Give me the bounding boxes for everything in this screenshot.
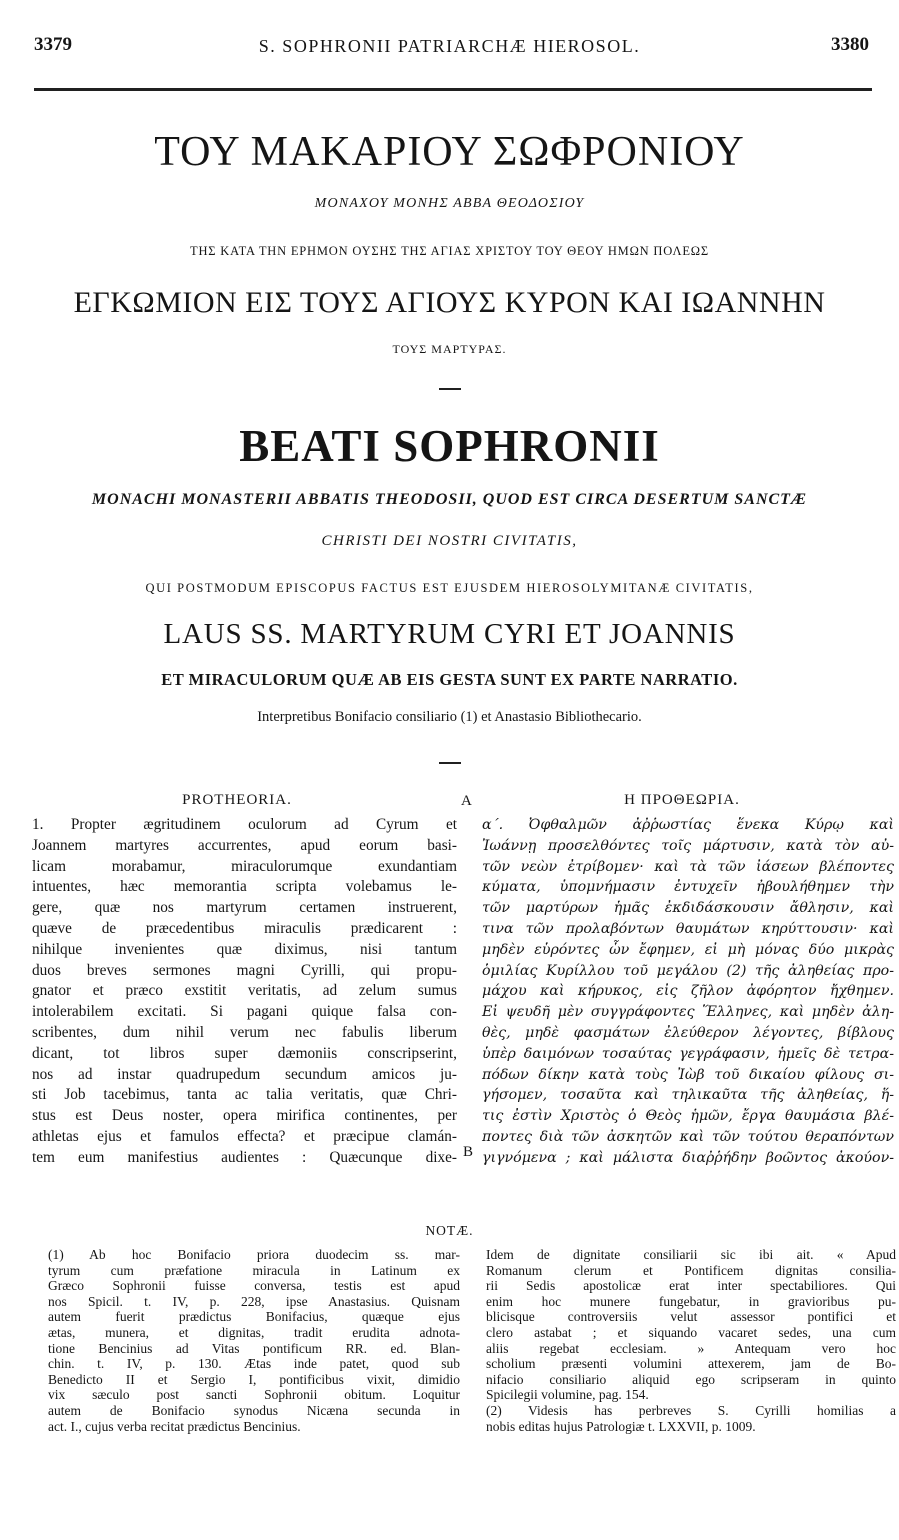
note-line: rii Sedis apostolicæ erat inter spectabiliores. Qui	[486, 1278, 896, 1294]
greek-subtitle-poleos: ΤΗΣ ΚΑΤΑ ΤΗΝ ΕΡΗΜΟΝ ΟΥΣΗΣ ΤΗΣ ΑΓΙΑΣ ΧΡΙΣΤΟΥ ΤΟΥ ΘΕΟΥ ΗΜΩΝ ΠΟΛΕΩΣ	[190, 244, 709, 258]
latin-line: nihilque invenientes quæ diximus, nisi tantum	[32, 940, 457, 958]
greek-line: πόδων δίκην κατὰ τοὺς Ἰὼβ τοῦ δικαίου φίλους σι-	[482, 1066, 894, 1083]
latin-line: dicant, tot libros super dæmoniis conscripserint,	[32, 1044, 457, 1062]
greek-line: τῶν μαρτύρων ἡμᾶς ἐκδιδάσκουσιν ἄθλησιν, καὶ	[482, 900, 894, 917]
note-line: autem fuerit prædictus Bonifacius, quæque ejus	[48, 1309, 460, 1325]
greek-line: ὁμιλίας Κυρίλλου τοῦ μεγάλου (2) τῆς ἀληθείας προ-	[482, 962, 894, 979]
greek-line: μηδὲν εὑρόντες ὧν ἔφημεν, εἰ μὴ μόνας δύο μικρὰς	[482, 941, 894, 958]
latin-subtitle-episcopus: QUI POSTMODUM EPISCOPUS FACTUS EST EJUSDEM HIEROSOLYMITANÆ CIVITATIS,	[145, 581, 754, 595]
greek-subtitle-monachou: ΜΟΝΑΧΟΥ ΜΟΝΗΣ ΑΒΒΑ ΘΕΟΔΟΣΙΟΥ	[314, 196, 585, 211]
greek-line: ποντες διὰ τῶν ἀσκητῶν καὶ τῶν τούτου θεραπόντων	[482, 1128, 894, 1145]
note-line: nobis editas hujus Patrologiæ t. LXXVII, p. 1009.	[486, 1418, 756, 1434]
latin-line: gnator et præco exstitit veritatis, ad zelum sumus	[32, 982, 457, 1000]
note-line: Benedicto II et Sergio I, pontificibus vixit, dimidio	[48, 1371, 460, 1387]
greek-line: γιγνόμενα ; καὶ μάλιστα διαῤῥήδην βοῶντος ἀκούον-	[482, 1149, 894, 1166]
page-number-right: 3380	[831, 34, 869, 55]
latin-line: quæve de præcedentibus miraculis prædicarent :	[32, 919, 457, 937]
title-dash	[439, 388, 461, 390]
latin-line: nos ad instar quadrupedum secundum amicos ju-	[32, 1065, 457, 1083]
note-line: ætas, munera, et dignitas, tradit erudita adnota-	[48, 1324, 460, 1340]
latin-line: intolerabilem excitati. Si pagani quique falsa con-	[32, 1003, 457, 1021]
greek-line: Εἰ ψευδῆ μὲν συγγράφοντες Ἕλληνες, καὶ μηδὲν ἀλη-	[482, 1004, 894, 1021]
note-line: tione Bencinius ad Vitas pontificum RR. ed. Blan-	[48, 1340, 460, 1356]
running-title: S. SOPHRONII PATRIARCHÆ HIEROSOL.	[258, 36, 641, 56]
prothewria-heading: Η ΠΡΟΘΕΩΡΙΑ.	[624, 792, 740, 808]
note-line: (1) Ab hoc Bonifacio priora duodecim ss. mar-	[48, 1247, 460, 1262]
page-number-left: 3379	[34, 34, 72, 55]
greek-line: τις ἐστὶν Χριστὸς ὁ Θεὸς ἡμῶν, ἔργα θαυμάσια βλέ-	[482, 1108, 894, 1125]
greek-line: θὲς, μηδὲ φασμάτων ἐλεύθερον λέγοντες, βίβλους	[482, 1024, 894, 1041]
greek-line: ὑπὲρ δαιμόνων τοσαύτας γεγράφασιν, ἡμεῖς δὲ τετρα-	[482, 1045, 894, 1062]
greek-line: τινα τῶν προλαβόντων θαυμάτων κηρύττουσιν· καὶ	[482, 920, 894, 937]
latin-text-column	[32, 815, 457, 1169]
latin-laus-title: LAUS SS. MARTYRUM CYRI ET JOANNIS	[163, 618, 736, 650]
note-line: Spicilegii volumine, pag. 154.	[486, 1387, 649, 1403]
latin-title: BEATI SOPHRONII	[239, 421, 660, 471]
greek-line: κύματα, ὑπομνήμασιν ἐντυχεῖν ἠβουλήθημεν τὴν	[482, 879, 894, 896]
latin-subtitle-miraculorum: ET MIRACULORUM QUÆ AB EIS GESTA SUNT EX PARTE NARRATIO.	[161, 670, 738, 689]
interpreters-line: Interpretibus Bonifacio consiliario (1) et Anastasio Bibliothecario.	[257, 709, 642, 725]
latin-line: athletas ejus et famulos effecta? et præcipue clamán-	[32, 1127, 457, 1145]
note-line: clero astabat ; et siquando vacaret sedes, una cum	[486, 1324, 896, 1340]
note-line: tyrum cum præfatione miracula in Latinum ex	[48, 1262, 460, 1278]
latin-line: intuentes, hæc memorantia scripta volebamus le-	[32, 878, 457, 896]
latin-line: 1. Propter ægritudinem oculorum ad Cyrum et	[32, 816, 457, 833]
margin-letter-a: A	[461, 793, 472, 809]
note-line: act. I., cujus verba recitat prædictus Bencinius.	[48, 1418, 301, 1434]
latin-line: gere, quæ nos martyrum certamen instruerent,	[32, 899, 457, 917]
note-line: scholium præsenti volumini attexerem, jam de Bo-	[486, 1356, 896, 1372]
note-line: Romanum clerum et Pontificem dignitas consilia-	[486, 1262, 896, 1278]
note-line: aliis regebat ecclesiam. » Antequam vero hoc	[486, 1340, 896, 1356]
header-rule	[34, 88, 872, 91]
note-line: Idem de dignitate consiliarii sic ibi ait. « Apud	[486, 1247, 896, 1262]
latin-line: sti Job tacebimus, tanta ac talia veritatis, quæ Chri-	[32, 1086, 457, 1104]
note-line: chin. t. IV, p. 130. Ætas inde patet, quod sub	[48, 1356, 460, 1372]
latin-line: duos breves sermones magni Cyrilli, qui propu-	[32, 961, 457, 979]
notes-right-column	[486, 1247, 896, 1434]
latin-line: tem eum manifestius audientes : Quæcunque dixe-	[32, 1148, 457, 1166]
greek-line: μάχου καὶ κήρυκος, εἰς ζῆλον ἀφόρητον ἤχθημεν.	[482, 983, 894, 1000]
greek-line: Ἰωάννῃ προσελθόντες τοῖς μάρτυσιν, κατὰ τὸν αὐ-	[482, 837, 894, 854]
notes-left-column	[48, 1247, 460, 1434]
greek-title: ΤΟΥ ΜΑΚΑΡΙΟΥ ΣΩΦΡΟΝΙΟΥ	[154, 129, 745, 175]
latin-line: licam morabamur, miraculorumque exundantiam	[32, 857, 457, 875]
greek-line: τῶν νεὼν ἐτρίβομεν· καὶ τὰ τῶν ἰάσεων βλέποντες	[482, 858, 894, 875]
note-line: vix sæculo post sancti Sophronii obitum. Loquitur	[48, 1387, 460, 1403]
latin-line: stus est Deus noster, opera mirifica continentes, per	[32, 1107, 457, 1125]
greek-line: α΄. Ὀφθαλμῶν ἀῤῥωστίας ἕνεκα Κύρῳ καὶ	[482, 817, 894, 833]
note-line: nifacio consiliario aliquid ego scripseram in quinto	[486, 1371, 896, 1387]
greek-line: γήσομεν, τοσαῦτα καὶ τηλικαῦτα τῆς ἀληθείας, ἥ-	[482, 1087, 894, 1104]
latin-line: Joannem martyres accurrentes, apud eorum basi-	[32, 836, 457, 854]
notes-heading: NOTÆ.	[425, 1223, 474, 1238]
greek-subtitle-martyras: ΤΟΥΣ ΜΑΡΤΥΡΑΣ.	[392, 342, 507, 356]
greek-encomium-title: ΕΓΚΩΜΙΟΝ ΕΙΣ ΤΟΥΣ ΑΓΙΟΥΣ ΚΥΡΟΝ ΚΑΙ ΙΩΑΝΝΗΝ	[73, 286, 826, 319]
protheoria-heading: PROTHEORIA.	[182, 792, 292, 808]
latin-subtitle-monachi: MONACHI MONASTERII ABBATIS THEODOSII, QUOD EST CIRCA DESERTUM SANCTÆ	[91, 491, 808, 508]
latin-subtitle-christi: CHRISTI DEI NOSTRI CIVITATIS,	[321, 533, 578, 549]
note-line: autem de Bonifacio synodus Nicæna secunda in	[48, 1402, 460, 1418]
note-line: Græco Sophronii fuisse conversa, testis est apud	[48, 1278, 460, 1294]
note-line: (2) Videsis has perbreves S. Cyrilli homilias a	[486, 1402, 896, 1418]
note-line: enim hoc munere fungebatur, in gravioribus pu-	[486, 1293, 896, 1309]
note-line: nos Spicil. t. IV, p. 228, ipse Anastasius. Quisnam	[48, 1293, 460, 1309]
greek-text-column	[482, 815, 894, 1169]
title-dash-lower	[439, 762, 461, 764]
margin-letter-b: B	[463, 1144, 474, 1160]
latin-line: scribentes, dum nihil verum nec fabulis liberum	[32, 1023, 457, 1041]
note-line: blicisque controversiis velut assessor pontifici et	[486, 1309, 896, 1325]
